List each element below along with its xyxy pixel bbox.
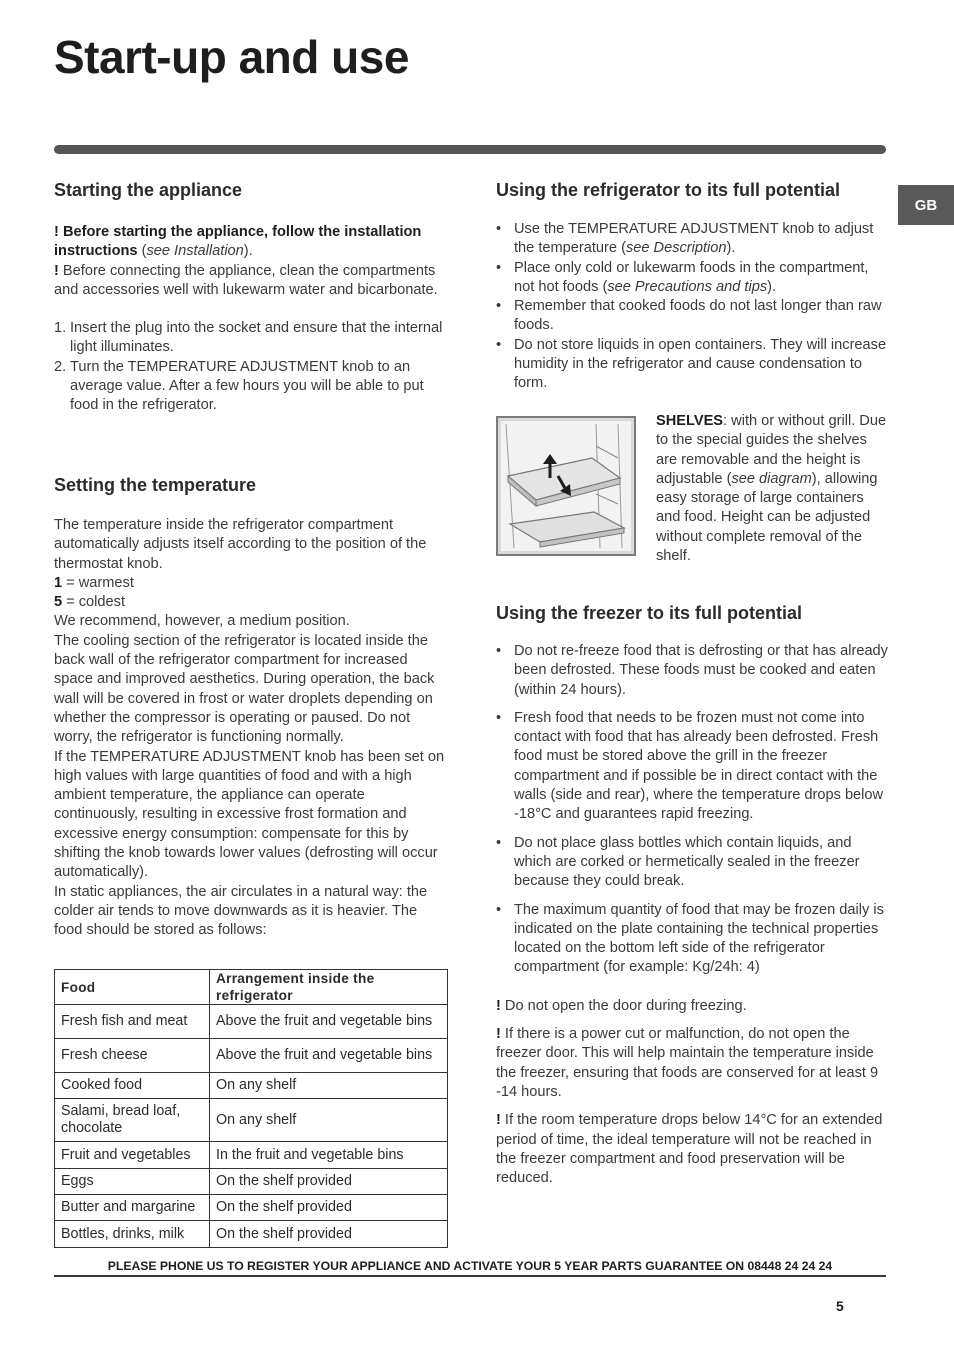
- freezer-note: ! Do not open the door during freezing.: [496, 997, 747, 1014]
- temperature-heading: Setting the temperature: [54, 475, 257, 495]
- table-cell: Above the fruit and vegetable bins: [210, 1005, 448, 1039]
- refrigerator-section: [496, 179, 888, 394]
- clean-warning-text: Before connecting the appliance, clean the compartments and accessories well with lukewarm water and bicarbonate.: [54, 262, 438, 298]
- warning-mark: !: [54, 262, 59, 279]
- list-item: • Place only cold or lukewarm foods in the compartment, not hot foods (see Precautions and tips).: [496, 259, 888, 298]
- temperature-intro: The temperature inside the refrigerator compartment automatically adjusts itself according to the position of the thermostat knob.: [54, 517, 427, 572]
- list-item: • Do not store liquids in open containers. They will increase humidity in the refrigerator and cause condensation to form.: [496, 336, 888, 394]
- refrigerator-heading: Using the refrigerator to its full potential: [496, 180, 841, 200]
- list-item: • Do not re-freeze food that is defrosting or that has already been defrosted. These foods must be cooked and eaten (within 24 hours).: [496, 642, 888, 700]
- list-item: 2. Turn the TEMPERATURE ADJUSTMENT knob to an average value. After a few hours you will be able to put food in the refrigerator.: [54, 358, 424, 414]
- footer-divider: [54, 1275, 886, 1277]
- table-row: [55, 1221, 448, 1248]
- table-cell: Fresh fish and meat: [55, 1005, 210, 1039]
- table-cell: On any shelf: [210, 1099, 448, 1142]
- list-item: 1. Insert the plug into the socket and ensure that the internal light illuminates.: [54, 320, 443, 356]
- installation-reference: see Installation: [146, 243, 244, 260]
- warmest-setting: 1 = warmest: [54, 574, 134, 591]
- table-cell: Above the fruit and vegetable bins: [210, 1039, 448, 1073]
- install-warning-text: Before starting the appliance, follow the installation instructions: [54, 224, 422, 260]
- table-cell: Cooked food: [55, 1073, 210, 1099]
- table-row: [55, 1005, 448, 1039]
- temperature-section: [54, 474, 446, 941]
- diagram-reference: see diagram: [731, 470, 812, 487]
- shelf-diagram: [496, 416, 636, 556]
- table-cell: Fruit and vegetables: [55, 1142, 210, 1169]
- refrigerator-tips: [496, 220, 888, 394]
- list-item: • Remember that cooked foods do not last longer than raw foods.: [496, 297, 888, 336]
- table-cell: On the shelf provided: [210, 1195, 448, 1221]
- list-item: • The maximum quantity of food that may be frozen daily is indicated on the plate containing the technical properties located on the bottom left side of the refrigerator compartment (for example: Kg/24h: 4): [496, 901, 888, 978]
- table-cell: On the shelf provided: [210, 1169, 448, 1195]
- table-row: [55, 1073, 448, 1099]
- table-cell: Fresh cheese: [55, 1039, 210, 1073]
- table-cell: Bottles, drinks, milk: [55, 1221, 210, 1248]
- table-cell: In the fruit and vegetable bins: [210, 1142, 448, 1169]
- freezer-tips: [496, 642, 888, 978]
- table-row: [55, 1142, 448, 1169]
- high-values-warning: If the TEMPERATURE ADJUSTMENT knob has been set on high values with large quantities of food and with a high ambient temperature, the appliance can operate continuously, resulting in excessive frost formation and excessive energy consumption: compensate for this by shifting the knob towards lower values (defrosting will occur automatically).: [54, 748, 445, 881]
- table-header: Arrangement inside the refrigerator: [210, 970, 448, 1005]
- table-header: Food: [55, 970, 210, 1005]
- shelves-description: SHELVES: with or without grill. Due to the special guides the shelves are removable and the height is adjustable (see diagram), allowing easy storage of large containers and food. Height can be adjusted without complete removal of the shelf.: [656, 413, 887, 565]
- food-storage-table: [54, 969, 448, 1248]
- header-divider: [54, 145, 886, 154]
- clean-warning: [54, 262, 446, 301]
- language-tab: GB: [898, 185, 954, 225]
- list-item: • Do not place glass bottles which contain liquids, and which are corked or hermetically sealed in the freezer because they could break.: [496, 834, 888, 892]
- air-circulation: In static appliances, the air circulates in a natural way: the colder air tends to move downwards as it is heavier. The food should be stored as follows:: [54, 883, 428, 939]
- recommendation: We recommend, however, a medium position.: [54, 613, 350, 630]
- page-number: 5: [836, 1298, 844, 1314]
- table-cell: Salami, bread loaf, chocolate: [55, 1099, 210, 1142]
- freezer-heading: Using the freezer to its full potential: [496, 603, 803, 623]
- warning-mark: !: [54, 224, 59, 240]
- coldest-setting: 5 = coldest: [54, 594, 125, 611]
- freezer-note: ! If the room temperature drops below 14°C for an extended period of time, the ideal temperature will not be reached in the freezer compartment and food preservation will be reduced.: [496, 1112, 883, 1187]
- table-row: [55, 1099, 448, 1142]
- list-item: • Use the TEMPERATURE ADJUSTMENT knob to adjust the temperature (see Description).: [496, 220, 888, 259]
- guarantee-footer: PLEASE PHONE US TO REGISTER YOUR APPLIANCE AND ACTIVATE YOUR 5 YEAR PARTS GUARANTEE ON 08448 24 24 24: [107, 1259, 833, 1273]
- table-cell: On the shelf provided: [210, 1221, 448, 1248]
- starting-section: [54, 179, 446, 416]
- table-row: [55, 1195, 448, 1221]
- list-item: • Fresh food that needs to be frozen must not come into contact with food that has already been defrosted. Fresh food must be stored above the grill in the freezer compartment and if possible be in direct contact with the walls (side and rear), where the temperature drops below -18°C and guarantees rapid freezing.: [496, 709, 888, 825]
- page-title: Start-up and use: [54, 31, 409, 83]
- table-cell: Butter and margarine: [55, 1195, 210, 1221]
- table-row: [55, 1039, 448, 1073]
- cooling-description: The cooling section of the refrigerator is located inside the back wall of the refrigerator compartment for increased space and improved aesthetics. During operation, the back wall will be covered in frost or water droplets depending on whether the compressor is operating or paused. Do not worry, the refrigerator is functioning normally.: [54, 632, 435, 746]
- table-cell: On any shelf: [210, 1073, 448, 1099]
- startup-steps: [54, 319, 446, 415]
- install-warning: ! Before starting the appliance, follow the installation instructions (see Installation).: [54, 224, 422, 260]
- shelves-label: SHELVES: [656, 413, 724, 429]
- freezer-section: [496, 602, 888, 1188]
- starting-heading: Starting the appliance: [54, 180, 243, 200]
- freezer-note: ! If there is a power cut or malfunction, do not open the freezer door. This will help maintain the temperature inside the freezer, ensuring that foods are conserved for at least 9 -14 hours.: [496, 1026, 879, 1100]
- table-cell: Eggs: [55, 1169, 210, 1195]
- table-header-row: [55, 970, 448, 1005]
- table-row: [55, 1169, 448, 1195]
